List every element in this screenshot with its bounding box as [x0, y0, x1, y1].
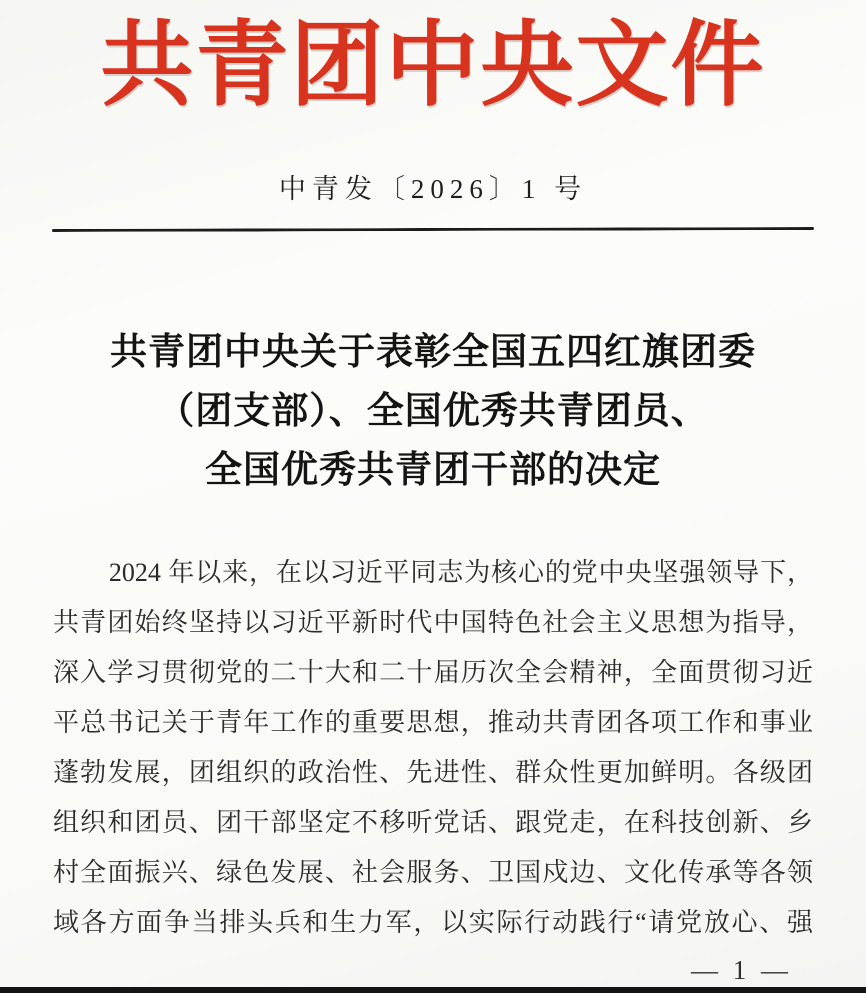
document-number: 中青发〔2026〕1 号: [278, 174, 588, 205]
title-line-3: 全国优秀共青团干部的决定: [205, 450, 661, 492]
header-divider: [52, 227, 814, 232]
title-line-1: 共青团中央关于表彰全国五四红旗团委: [110, 332, 756, 374]
document-masthead: 共青团中央文件: [100, 15, 766, 118]
body-line-6: 组织和团员、团干部坚定不移听党话、跟党走，在科技创新、乡: [53, 808, 813, 838]
body-line-1: 2024 年以来，在以习近平同志为核心的党中央坚强领导下，: [108, 558, 813, 588]
body-paragraph: [53, 548, 813, 948]
body-line-4: 平总书记关于青年工作的重要思想，推动共青团各项工作和事业: [53, 708, 813, 738]
document-title: [0, 323, 866, 500]
body-line-2: 共青团始终坚持以习近平新时代中国特色社会主义思想为指导，: [53, 608, 813, 638]
page-number: — 1 —: [691, 955, 792, 985]
scan-bottom-edge: [0, 987, 866, 993]
body-line-7: 村全面振兴、绿色发展、社会服务、卫国戍边、文化传承等各领: [53, 858, 813, 888]
body-line-8: 域各方面争当排头兵和生力军，以实际行动践行“请党放心、强: [53, 908, 813, 938]
body-line-5: 蓬勃发展，团组织的政治性、先进性、群众性更加鲜明。各级团: [53, 758, 813, 788]
body-line-3: 深入学习贯彻党的二十大和二十届历次全会精神，全面贯彻习近: [53, 658, 813, 688]
title-line-2: （团支部）、全国优秀共青团员、: [157, 391, 709, 433]
